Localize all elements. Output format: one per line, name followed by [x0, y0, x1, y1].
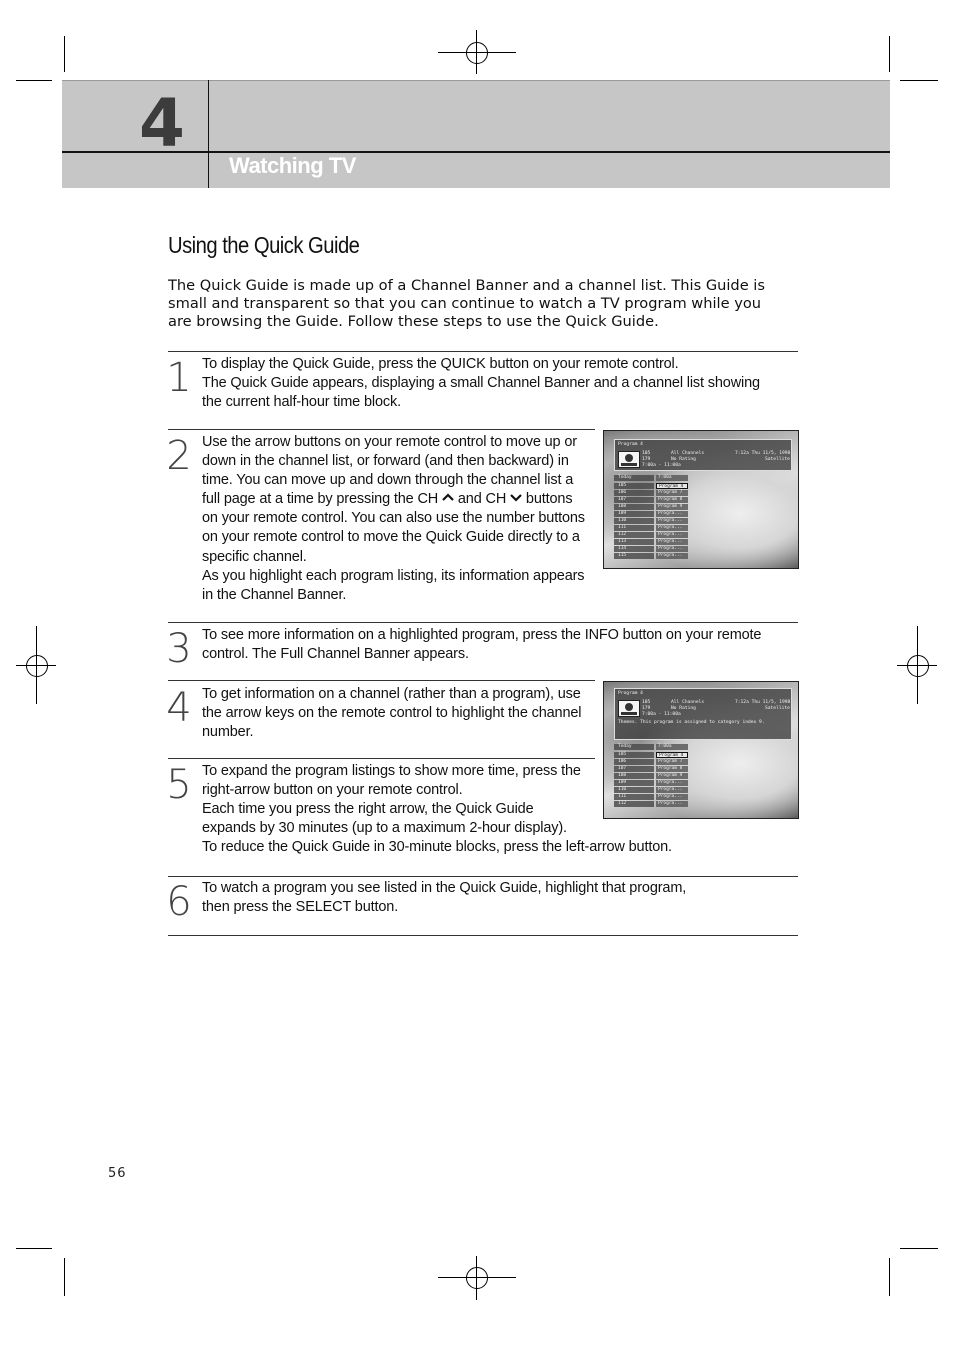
banner-channel: 105 [642, 451, 651, 456]
header-vertical-rule [208, 80, 209, 188]
step-line: down in the channel list, or forward (and then backward) in [202, 453, 569, 470]
guide-channel: 111 [614, 794, 654, 800]
step-3-text [202, 626, 761, 664]
step-line: then press the SELECT button. [202, 899, 399, 916]
guide-program: Program 8 [656, 766, 688, 772]
guide-program: Program 8 [656, 497, 688, 503]
step-line: To watch a program you see listed in the Quick Guide, highlight that program, [202, 880, 687, 896]
guide-time: 7:00a [656, 475, 688, 481]
directv-logo [618, 700, 640, 717]
full-channel-banner [614, 688, 792, 740]
step-6-text [202, 879, 686, 917]
banner-program: Program 4 [618, 442, 643, 447]
step-line: in the Channel Banner. [202, 586, 347, 603]
step-separator [168, 429, 595, 430]
crop-mark [64, 36, 65, 72]
guide-program: Progra... [656, 801, 688, 807]
step-number: 3 [166, 626, 192, 672]
guide-channel: 110 [614, 518, 654, 524]
guide-channel: 110 [614, 787, 654, 793]
page-number: 56 [108, 1166, 127, 1181]
guide-program: Progra... [656, 780, 688, 786]
banner-info-2: No Rating [671, 706, 696, 711]
registration-mark [466, 42, 488, 64]
crop-mark [900, 80, 938, 81]
section-title: Using the Quick Guide [168, 232, 360, 258]
step-line: To get information on a channel (rather than a program), use [202, 686, 581, 702]
banner-timeslot: 7:00a - 11:00a [642, 712, 681, 717]
quick-guide-screenshot [603, 430, 799, 569]
step-separator [168, 622, 798, 623]
guide-header [614, 744, 690, 750]
step-line: right-arrow button on your remote control. [202, 782, 463, 799]
step-line: time. You can move up and down through the channel list a [202, 472, 574, 489]
guide-program: Progra... [656, 539, 688, 545]
step-line: The Quick Guide appears, displaying a small Channel Banner and a channel list showing [202, 375, 760, 392]
registration-mark [476, 1256, 477, 1300]
guide-channel: 109 [614, 511, 654, 517]
guide-channel: 108 [614, 504, 654, 510]
step-line: To reduce the Quick Guide in 30-minute blocks, press the left-arrow button. [202, 839, 672, 856]
guide-program: Program 9 [656, 504, 688, 510]
step-line: full page at a time by pressing the CH [202, 491, 439, 508]
step-separator [168, 680, 595, 681]
step-number: 4 [166, 685, 192, 731]
directv-logo-icon [619, 701, 639, 716]
guide-channel: 115 [614, 553, 654, 559]
registration-mark [438, 1277, 516, 1278]
step-line: To see more information on a highlighted program, press the INFO button on your remote [202, 627, 762, 643]
step-line: on your remote control to move the Quick Guide directly to a [202, 529, 580, 546]
guide-row [614, 752, 690, 758]
guide-program: Progra... [656, 518, 688, 524]
step-line: the arrow keys on the remote control to highlight the channel [202, 705, 582, 722]
crop-mark [900, 1248, 938, 1249]
guide-row [614, 525, 690, 531]
header-top-rule [62, 80, 890, 81]
guide-row [614, 483, 690, 489]
guide-program: Program 7 [656, 759, 688, 765]
guide-program: Program 7 [656, 490, 688, 496]
banner-status: Satellite [765, 457, 790, 462]
crop-mark [889, 1258, 890, 1296]
guide-channel: 108 [614, 773, 654, 779]
crop-mark [16, 80, 52, 81]
banner-channel-2: 179 [642, 457, 651, 462]
registration-mark [36, 626, 37, 704]
step-line: To expand the program listings to show more time, press the [202, 763, 581, 779]
chevron-down-icon [510, 493, 522, 502]
step-4-text [202, 685, 597, 742]
step-line: and CH [457, 491, 507, 508]
guide-channel: 106 [614, 759, 654, 765]
step-line: number. [202, 724, 254, 741]
directv-logo [618, 451, 640, 468]
step-line: the current half-hour time block. [202, 394, 401, 411]
guide-row [614, 532, 690, 538]
step-1-text [202, 355, 760, 412]
guide-program: Progra... [656, 787, 688, 793]
crop-mark [889, 36, 890, 72]
guide-row [614, 511, 690, 517]
guide-channel: 112 [614, 532, 654, 538]
step-2-text [202, 433, 597, 605]
step-line: buttons [525, 491, 573, 508]
step-separator [168, 935, 798, 936]
step-line: To display the Quick Guide, press the QUICK button on your remote control. [202, 356, 679, 372]
banner-status: Satellite [765, 706, 790, 711]
chevron-up-icon [442, 493, 454, 502]
guide-channel: 107 [614, 766, 654, 772]
step-line-ch [202, 490, 597, 509]
banner-description: Themes. This program is assigned to category index 9. [618, 720, 765, 725]
step-number: 6 [166, 879, 192, 925]
guide-row [614, 490, 690, 496]
guide-channel: 109 [614, 780, 654, 786]
banner-info-2: No Rating [671, 457, 696, 462]
guide-row [614, 546, 690, 552]
step-separator [168, 876, 798, 877]
registration-mark [26, 655, 48, 677]
guide-channel: 105 [614, 483, 654, 489]
step-5-text [202, 762, 792, 857]
registration-mark [907, 655, 929, 677]
guide-program: Program 9 [656, 773, 688, 779]
guide-program: Progra... [656, 546, 688, 552]
guide-row [614, 497, 690, 503]
step-line: specific channel. [202, 548, 307, 565]
banner-time: 7:12a Thu 11/5, 1998 [735, 451, 791, 456]
step-line: on your remote control. You can also use the number buttons [202, 510, 585, 527]
step-separator [168, 351, 798, 352]
guide-day: Today [614, 475, 654, 481]
guide-program: Progra... [656, 553, 688, 559]
registration-mark [438, 52, 516, 53]
guide-row [614, 553, 690, 559]
guide-channel: 107 [614, 497, 654, 503]
guide-row [614, 518, 690, 524]
crop-mark [16, 1248, 52, 1249]
step-line: Use the arrow buttons on your remote control to move up or [202, 434, 577, 450]
channel-banner [614, 439, 792, 471]
guide-time: 7:00a [656, 744, 688, 750]
banner-timeslot: 7:00a - 11:00a [642, 463, 681, 468]
intro-paragraph: The Quick Guide is made up of a Channel Banner and a channel list. This Guide is small and transparent so that you can continue to watch a TV program while you are browsing the Guide. Follow these steps to use the Quick Guide. [168, 277, 765, 330]
guide-program: Progra... [656, 532, 688, 538]
guide-program: Program 4 [656, 483, 688, 489]
guide-row [614, 504, 690, 510]
guide-channel: 105 [614, 752, 654, 758]
step-line: control. The Full Channel Banner appears. [202, 646, 469, 663]
guide-channel: 106 [614, 490, 654, 496]
step-separator [168, 758, 595, 759]
guide-program: Program 4 [656, 752, 688, 758]
guide-channel: 111 [614, 525, 654, 531]
chapter-number: 4 [139, 85, 185, 162]
guide-day: Today [614, 744, 654, 750]
registration-mark [917, 626, 918, 704]
step-number: 5 [166, 762, 192, 808]
guide-program: Progra... [656, 525, 688, 531]
guide-header [614, 475, 690, 481]
guide-channel: 112 [614, 801, 654, 807]
banner-channel-2: 179 [642, 706, 651, 711]
banner-channel: 105 [642, 700, 651, 705]
directv-logo-icon [619, 452, 639, 467]
step-number: 2 [166, 433, 192, 479]
banner-program: Program 4 [618, 691, 643, 696]
registration-mark [476, 30, 477, 74]
guide-program: Progra... [656, 511, 688, 517]
crop-mark [64, 1258, 65, 1296]
chapter-title: Watching TV [229, 153, 356, 178]
step-line: expands by 30 minutes (up to a maximum 2-hour display). [202, 820, 567, 837]
banner-info-1: All Channels [671, 451, 705, 456]
step-line: Each time you press the right arrow, the Quick Guide [202, 801, 534, 818]
banner-info-1: All Channels [671, 700, 705, 705]
guide-row [614, 539, 690, 545]
registration-mark [466, 1267, 488, 1289]
step-line: As you highlight each program listing, its information appears [202, 567, 585, 584]
step-number: 1 [166, 355, 192, 401]
guide-channel: 114 [614, 546, 654, 552]
guide-channel: 113 [614, 539, 654, 545]
banner-time: 7:12a Thu 11/5, 1998 [735, 700, 791, 705]
guide-program: Progra... [656, 794, 688, 800]
